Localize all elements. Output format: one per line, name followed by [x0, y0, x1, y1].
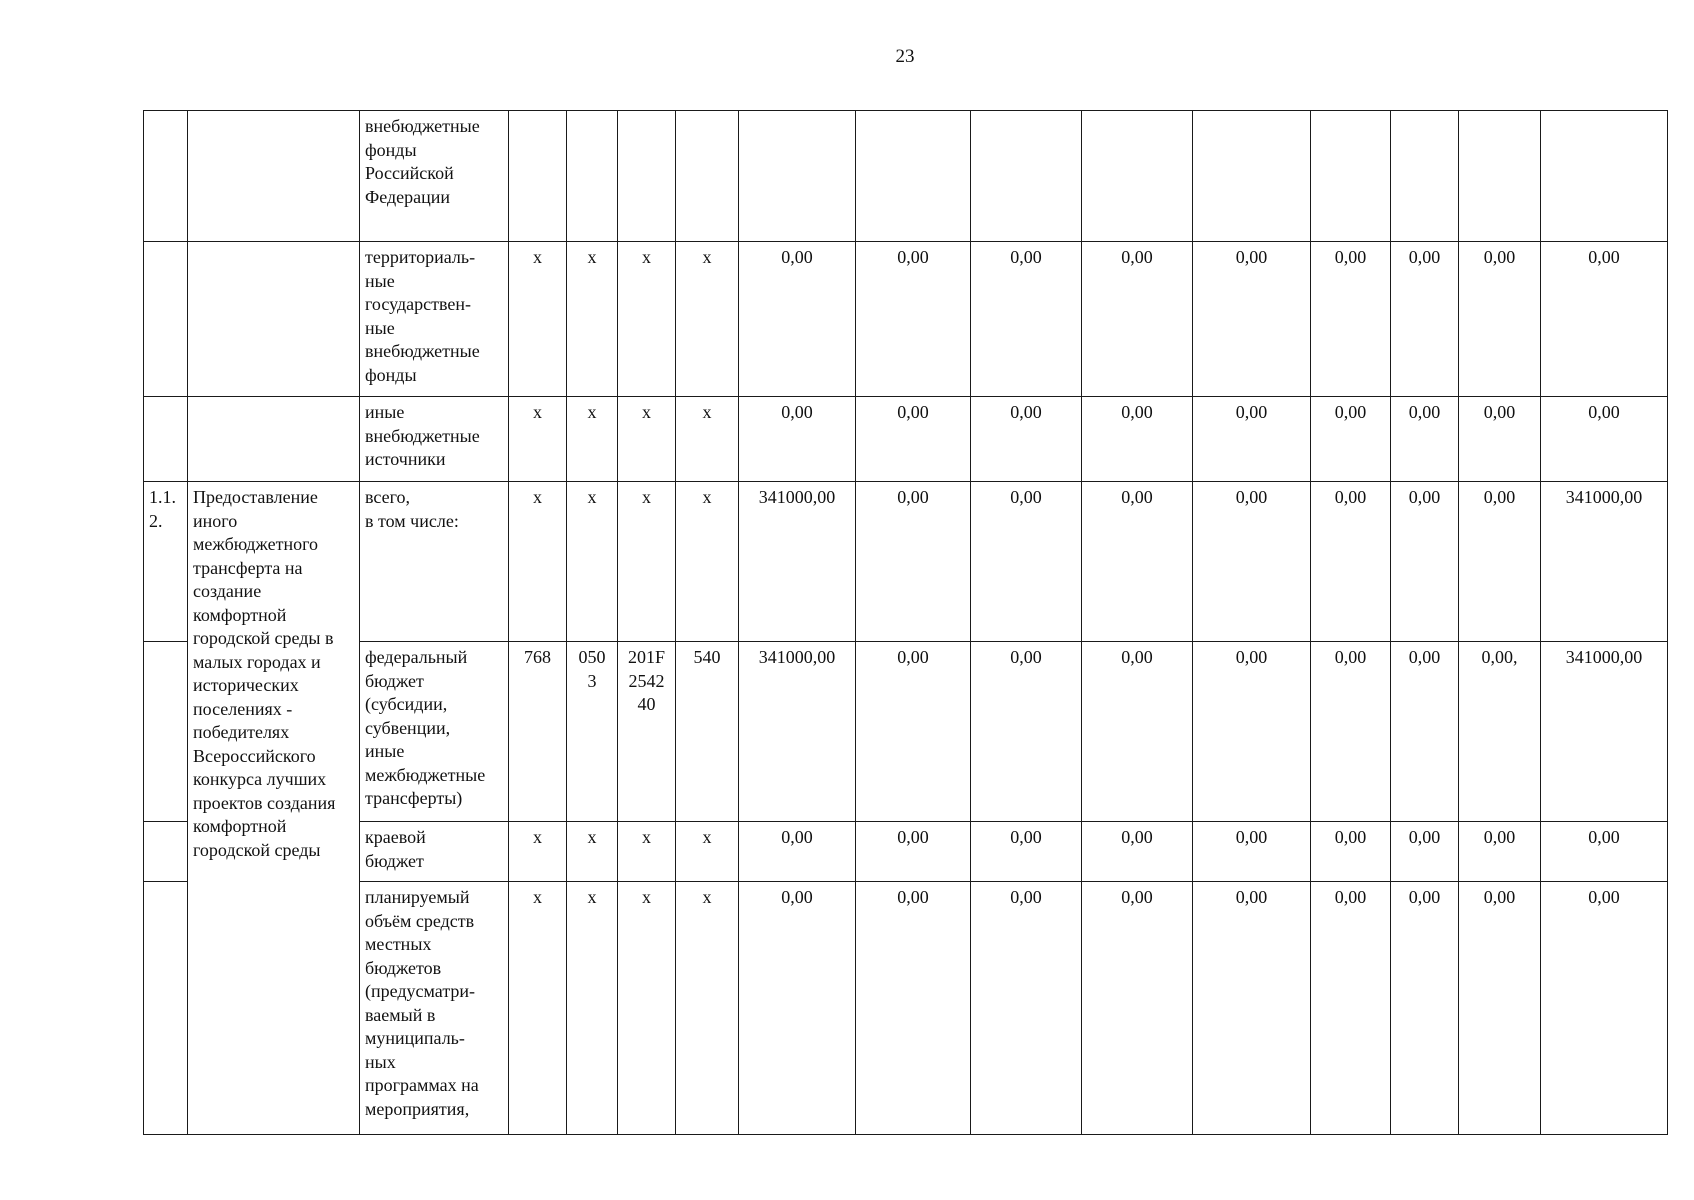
- amount-cell: 0,00,: [1459, 642, 1541, 822]
- amount-cell: 0,00: [1311, 242, 1391, 397]
- amount-cell: 0,00: [856, 882, 971, 1135]
- amount-cell: [1541, 111, 1668, 242]
- code-cell: x: [509, 242, 567, 397]
- amount-cell: 0,00: [1311, 397, 1391, 482]
- amount-cell: 0,00: [1193, 242, 1311, 397]
- amount-cell: 341000,00: [739, 642, 856, 822]
- amount-cell: 0,00: [1193, 822, 1311, 882]
- amount-cell: 0,00: [739, 397, 856, 482]
- amount-cell: 0,00: [1193, 642, 1311, 822]
- row-number-cell: [144, 822, 188, 882]
- event-cell: [188, 242, 360, 397]
- amount-cell: 341000,00: [1541, 482, 1668, 642]
- budget-table: [143, 110, 1668, 1135]
- amount-cell: 341000,00: [739, 482, 856, 642]
- code-cell: x: [567, 822, 618, 882]
- amount-cell: 0,00: [971, 242, 1082, 397]
- code-cell: 050 3: [567, 642, 618, 822]
- table-row: [144, 882, 1668, 1135]
- amount-cell: 0,00: [971, 397, 1082, 482]
- amount-cell: 0,00: [971, 882, 1082, 1135]
- amount-cell: 0,00: [1311, 482, 1391, 642]
- event-cell: [188, 397, 360, 482]
- table-body: [144, 111, 1668, 1135]
- amount-cell: [739, 111, 856, 242]
- amount-cell: [856, 111, 971, 242]
- code-cell: x: [509, 482, 567, 642]
- amount-cell: 0,00: [1311, 822, 1391, 882]
- amount-cell: 0,00: [1391, 822, 1459, 882]
- funding-source-cell: планируемый объём средств местных бюджетов (предусматри- ваемый в муниципаль- ных программах на мероприятия,: [360, 882, 509, 1135]
- amount-cell: 0,00: [1459, 882, 1541, 1135]
- row-number-cell: 1.1. 2.: [144, 482, 188, 642]
- amount-cell: 341000,00: [1541, 642, 1668, 822]
- row-number-cell: [144, 242, 188, 397]
- amount-cell: 0,00: [1311, 642, 1391, 822]
- amount-cell: 0,00: [971, 482, 1082, 642]
- row-number-cell: [144, 642, 188, 822]
- amount-cell: [1311, 111, 1391, 242]
- amount-cell: 0,00: [1082, 642, 1193, 822]
- amount-cell: [1082, 111, 1193, 242]
- code-cell: x: [618, 242, 676, 397]
- amount-cell: 0,00: [856, 642, 971, 822]
- code-cell: [618, 111, 676, 242]
- code-cell: [509, 111, 567, 242]
- code-cell: [567, 111, 618, 242]
- code-cell: x: [509, 397, 567, 482]
- code-cell: x: [676, 242, 739, 397]
- table-row: [144, 111, 1668, 242]
- amount-cell: 0,00: [1391, 242, 1459, 397]
- amount-cell: 0,00: [1541, 882, 1668, 1135]
- amount-cell: 0,00: [1541, 822, 1668, 882]
- code-cell: x: [676, 397, 739, 482]
- code-cell: x: [676, 482, 739, 642]
- code-cell: x: [567, 397, 618, 482]
- table-row: [144, 642, 1668, 822]
- amount-cell: 0,00: [856, 397, 971, 482]
- amount-cell: 0,00: [971, 642, 1082, 822]
- event-cell: [188, 111, 360, 242]
- amount-cell: 0,00: [1311, 882, 1391, 1135]
- code-cell: x: [618, 882, 676, 1135]
- table-row: [144, 397, 1668, 482]
- code-cell: x: [618, 397, 676, 482]
- amount-cell: [1459, 111, 1541, 242]
- code-cell: 540: [676, 642, 739, 822]
- code-cell: 201F 2542 40: [618, 642, 676, 822]
- code-cell: x: [567, 882, 618, 1135]
- amount-cell: [1391, 111, 1459, 242]
- code-cell: x: [618, 482, 676, 642]
- amount-cell: 0,00: [1193, 397, 1311, 482]
- amount-cell: 0,00: [856, 822, 971, 882]
- code-cell: x: [567, 242, 618, 397]
- funding-source-cell: всего, в том числе:: [360, 482, 509, 642]
- amount-cell: 0,00: [1082, 822, 1193, 882]
- row-number-cell: [144, 397, 188, 482]
- amount-cell: 0,00: [1391, 882, 1459, 1135]
- row-number-cell: [144, 111, 188, 242]
- funding-source-cell: территориаль- ные государствен- ные внебюджетные фонды: [360, 242, 509, 397]
- amount-cell: 0,00: [1391, 482, 1459, 642]
- amount-cell: 0,00: [739, 822, 856, 882]
- funding-source-cell: федеральный бюджет (субсидии, субвенции, иные межбюджетные трансферты): [360, 642, 509, 822]
- amount-cell: [971, 111, 1082, 242]
- amount-cell: 0,00: [739, 242, 856, 397]
- amount-cell: 0,00: [1459, 482, 1541, 642]
- row-number-cell: [144, 882, 188, 1135]
- funding-source-cell: иные внебюджетные источники: [360, 397, 509, 482]
- amount-cell: 0,00: [1082, 397, 1193, 482]
- amount-cell: 0,00: [1459, 822, 1541, 882]
- amount-cell: 0,00: [1541, 242, 1668, 397]
- page-number: 23: [895, 46, 915, 67]
- amount-cell: 0,00: [971, 822, 1082, 882]
- amount-cell: 0,00: [1391, 397, 1459, 482]
- table-row: [144, 822, 1668, 882]
- amount-cell: [1193, 111, 1311, 242]
- event-name-cell: Предоставление иного межбюджетного трансферта на создание комфортной городской среды в малых городах и исторических поселениях - победителях Всероссийского конкурса лучших проектов создания комфортной городской среды: [188, 482, 360, 1135]
- amount-cell: 0,00: [1459, 242, 1541, 397]
- amount-cell: 0,00: [1193, 482, 1311, 642]
- code-cell: x: [567, 482, 618, 642]
- amount-cell: 0,00: [1082, 882, 1193, 1135]
- code-cell: 768: [509, 642, 567, 822]
- amount-cell: 0,00: [1459, 397, 1541, 482]
- code-cell: x: [509, 822, 567, 882]
- amount-cell: 0,00: [856, 482, 971, 642]
- code-cell: x: [618, 822, 676, 882]
- amount-cell: 0,00: [1541, 397, 1668, 482]
- funding-source-cell: краевой бюджет: [360, 822, 509, 882]
- code-cell: x: [676, 822, 739, 882]
- code-cell: x: [509, 882, 567, 1135]
- code-cell: x: [676, 882, 739, 1135]
- funding-source-cell: внебюджетные фонды Российской Федерации: [360, 111, 509, 242]
- amount-cell: 0,00: [739, 882, 856, 1135]
- amount-cell: 0,00: [1391, 642, 1459, 822]
- amount-cell: 0,00: [1082, 242, 1193, 397]
- amount-cell: 0,00: [856, 242, 971, 397]
- table-row: [144, 242, 1668, 397]
- code-cell: [676, 111, 739, 242]
- amount-cell: 0,00: [1193, 882, 1311, 1135]
- table-row: [144, 482, 1668, 642]
- amount-cell: 0,00: [1082, 482, 1193, 642]
